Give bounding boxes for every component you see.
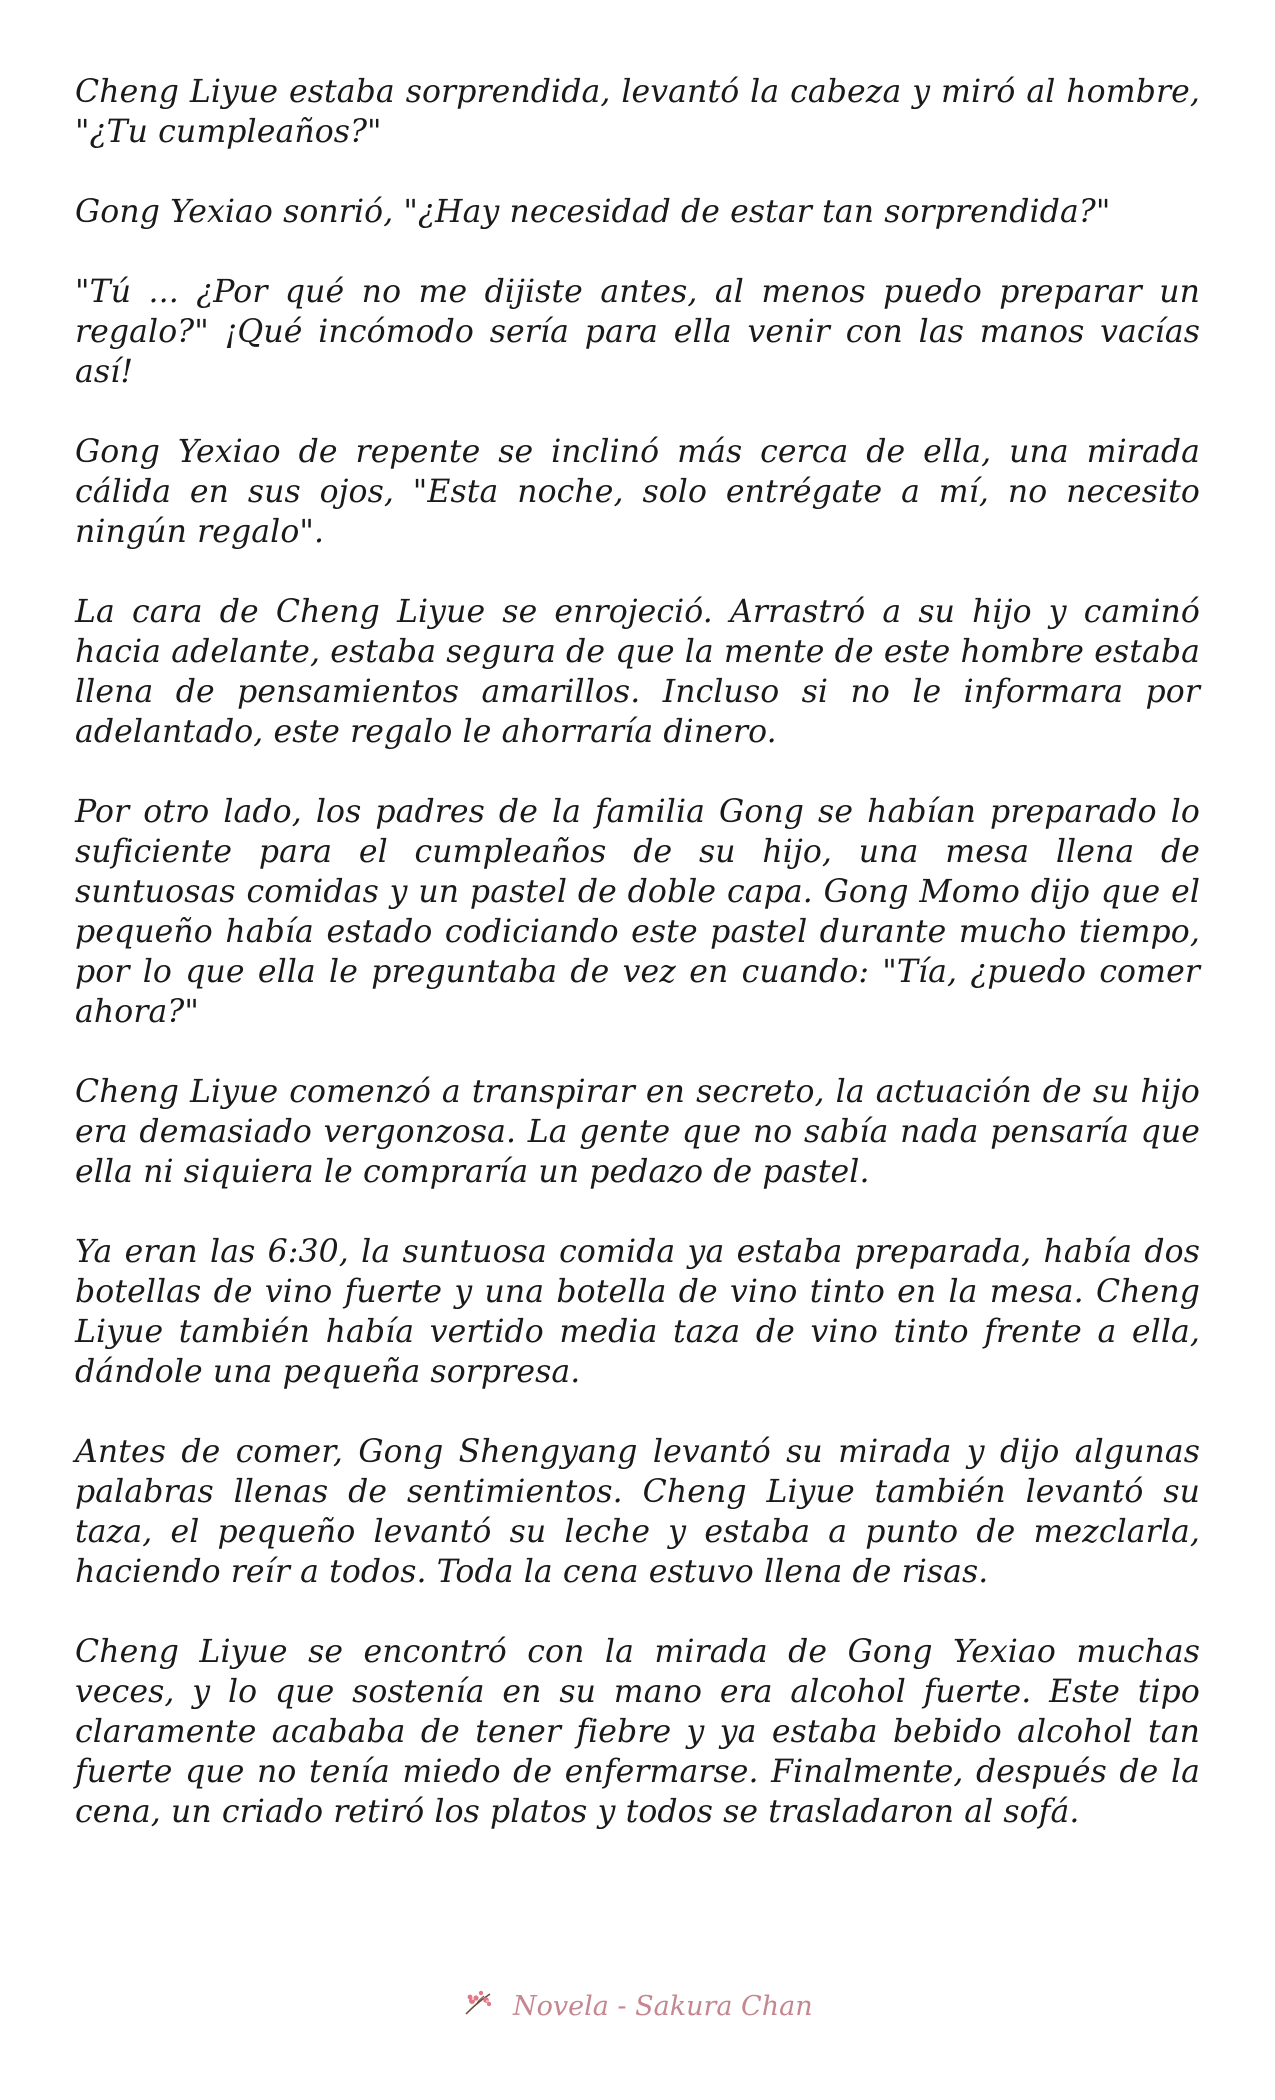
paragraph: Por otro lado, los padres de la familia Gong se habían preparado lo suficiente para el cumpleaños de su hijo, una mesa llena de suntuosas comidas y un pastel de doble capa. Gong Momo dijo que el pequeño había estado codiciando este pastel durante mucho tiempo, por lo que ella le preguntaba de vez en cuando: "Tía, ¿puedo comer ahora?" (75, 794, 1200, 1030)
document-body (75, 72, 1200, 1872)
paragraph: Ya eran las 6:30, la suntuosa comida ya estaba preparada, había dos botellas de vino fuerte y una botella de vino tinto en la mesa. Cheng Liyue también había vertido media taza de vino tinto frente a ella, dándole una pequeña sorpresa. (75, 1234, 1200, 1390)
cherry-blossom-icon (462, 1988, 496, 2025)
paragraph: Gong Yexiao sonrió, "¿Hay necesidad de estar tan sorprendida?" (75, 194, 1111, 230)
footer-watermark (0, 1988, 1275, 2025)
paragraph: Gong Yexiao de repente se inclinó más cerca de ella, una mirada cálida en sus ojos, "Esta noche, solo entrégate a mí, no necesito ningún regalo". (75, 434, 1200, 550)
paragraph: Cheng Liyue se encontró con la mirada de Gong Yexiao muchas veces, y lo que sostenía en su mano era alcohol fuerte. Este tipo claramente acababa de tener fiebre y ya estaba bebido alcohol tan fuerte que no tenía miedo de enfermarse. Finalmente, después de la cena, un criado retiró los platos y todos se trasladaron al sofá. (75, 1634, 1200, 1830)
footer-text: Novela - Sakura Chan (512, 1991, 813, 2022)
paragraph: La cara de Cheng Liyue se enrojeció. Arrastró a su hijo y caminó hacia adelante, estaba segura de que la mente de este hombre estaba llena de pensamientos amarillos. Incluso si no le informara por adelantado, este regalo le ahorraría dinero. (75, 594, 1200, 750)
paragraph: Cheng Liyue estaba sorprendida, levantó la cabeza y miró al hombre, "¿Tu cumpleaños?" (75, 74, 1200, 150)
paragraph: Antes de comer, Gong Shengyang levantó su mirada y dijo algunas palabras llenas de sentimientos. Cheng Liyue también levantó su taza, el pequeño levantó su leche y estaba a punto de mezclarla, haciendo reír a todos. Toda la cena estuvo llena de risas. (75, 1434, 1200, 1590)
paragraph: "Tú ... ¿Por qué no me dijiste antes, al menos puedo preparar un regalo?" ¡Qué incómodo sería para ella venir con las manos vacías así! (75, 274, 1200, 390)
paragraph: Cheng Liyue comenzó a transpirar en secreto, la actuación de su hijo era demasiado vergonzosa. La gente que no sabía nada pensaría que ella ni siquiera le compraría un pedazo de pastel. (75, 1074, 1200, 1190)
